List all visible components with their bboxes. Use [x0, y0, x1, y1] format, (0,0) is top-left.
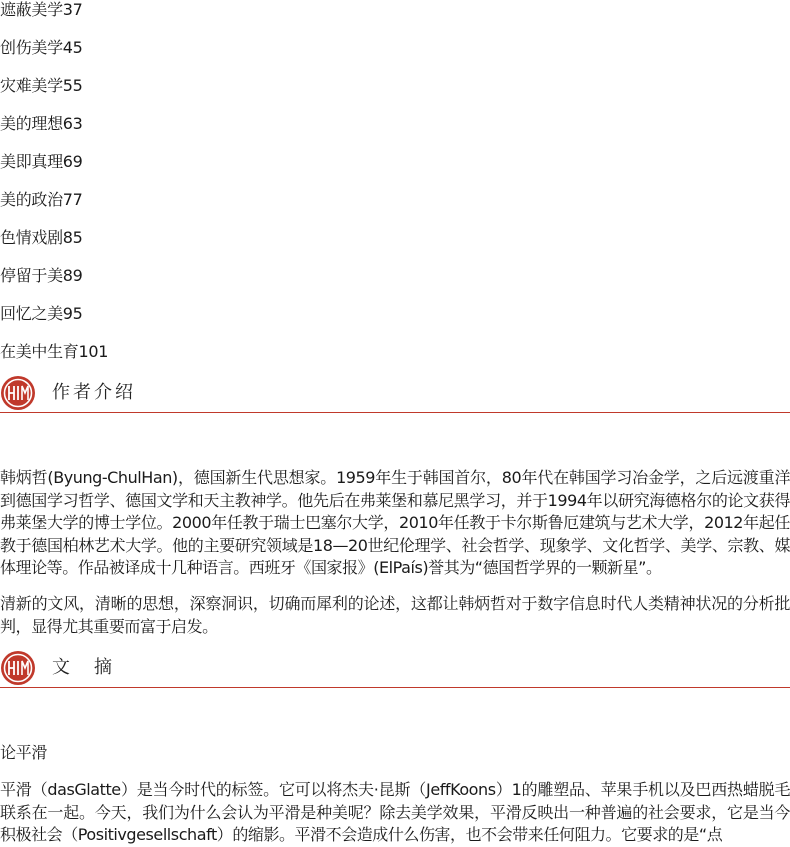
- author-section-header: [0, 373, 790, 413]
- excerpt-subtitle: 论平滑: [0, 743, 48, 762]
- toc-item[interactable]: 美的理想63: [0, 114, 83, 133]
- toc-item[interactable]: 美即真理69: [0, 152, 83, 171]
- seal-logo-icon: [0, 375, 36, 411]
- toc-item[interactable]: 色情戏剧85: [0, 228, 83, 247]
- toc-item[interactable]: 创伤美学45: [0, 38, 83, 57]
- excerpt-paragraph: 平滑（dasGlatte）是当今时代的标签。它可以将杰夫·昆斯（JeffKoons）1的雕塑品、苹果手机以及巴西热蜡脱毛联系在一起。今天，我们为什么会认为平滑是种美呢？除去美学效果，平滑反映出一种普遍的社会要求，它是当今积极社会（Positivgesellschaft）的缩影。平滑不会造成什么伤害，也不会带来任何阻力。它要求的是“点: [0, 780, 790, 844]
- section-title: 作者介绍: [52, 382, 136, 403]
- section-divider: [0, 412, 790, 413]
- seal-logo-icon: [0, 650, 36, 686]
- author-review-paragraph: 清新的文风，清晰的思想，深察洞识，切确而犀利的论述，这都让韩炳哲对于数字信息时代人类精神状况的分析批判，显得尤其重要而富于启发。: [0, 594, 790, 636]
- toc-item[interactable]: 在美中生育101: [0, 342, 109, 361]
- author-bio-paragraph: 韩炳哲(Byung-ChulHan)，德国新生代思想家。1959年生于韩国首尔，80年代在韩国学习冶金学，之后远渡重洋到德国学习哲学、德国文学和天主教神学。他先后在弗莱堡和慕尼黑学习，并于1994年以研究海德格尔的论文获得弗莱堡大学的博士学位。2000年任教于瑞士巴塞尔大学，2010年任教于卡尔斯鲁厄建筑与艺术大学，2012年起任教于德国柏林艺术大学。他的主要研究领域是18—20世纪伦理学、社会哲学、现象学、文化哲学、美学、宗教、媒体理论等。作品被译成十几种语言。西班牙《国家报》(ElPaís)誉其为“德国哲学界的一颗新星”。: [0, 468, 790, 577]
- section-title: 文 摘: [52, 657, 115, 678]
- section-divider: [0, 687, 790, 688]
- toc-item[interactable]: 灾难美学55: [0, 76, 83, 95]
- excerpt-section-header: [0, 648, 790, 688]
- toc-item[interactable]: 回忆之美95: [0, 304, 83, 323]
- toc-item[interactable]: 停留于美89: [0, 266, 83, 285]
- toc-item[interactable]: 遮蔽美学37: [0, 0, 83, 19]
- toc-item[interactable]: 美的政治77: [0, 190, 83, 209]
